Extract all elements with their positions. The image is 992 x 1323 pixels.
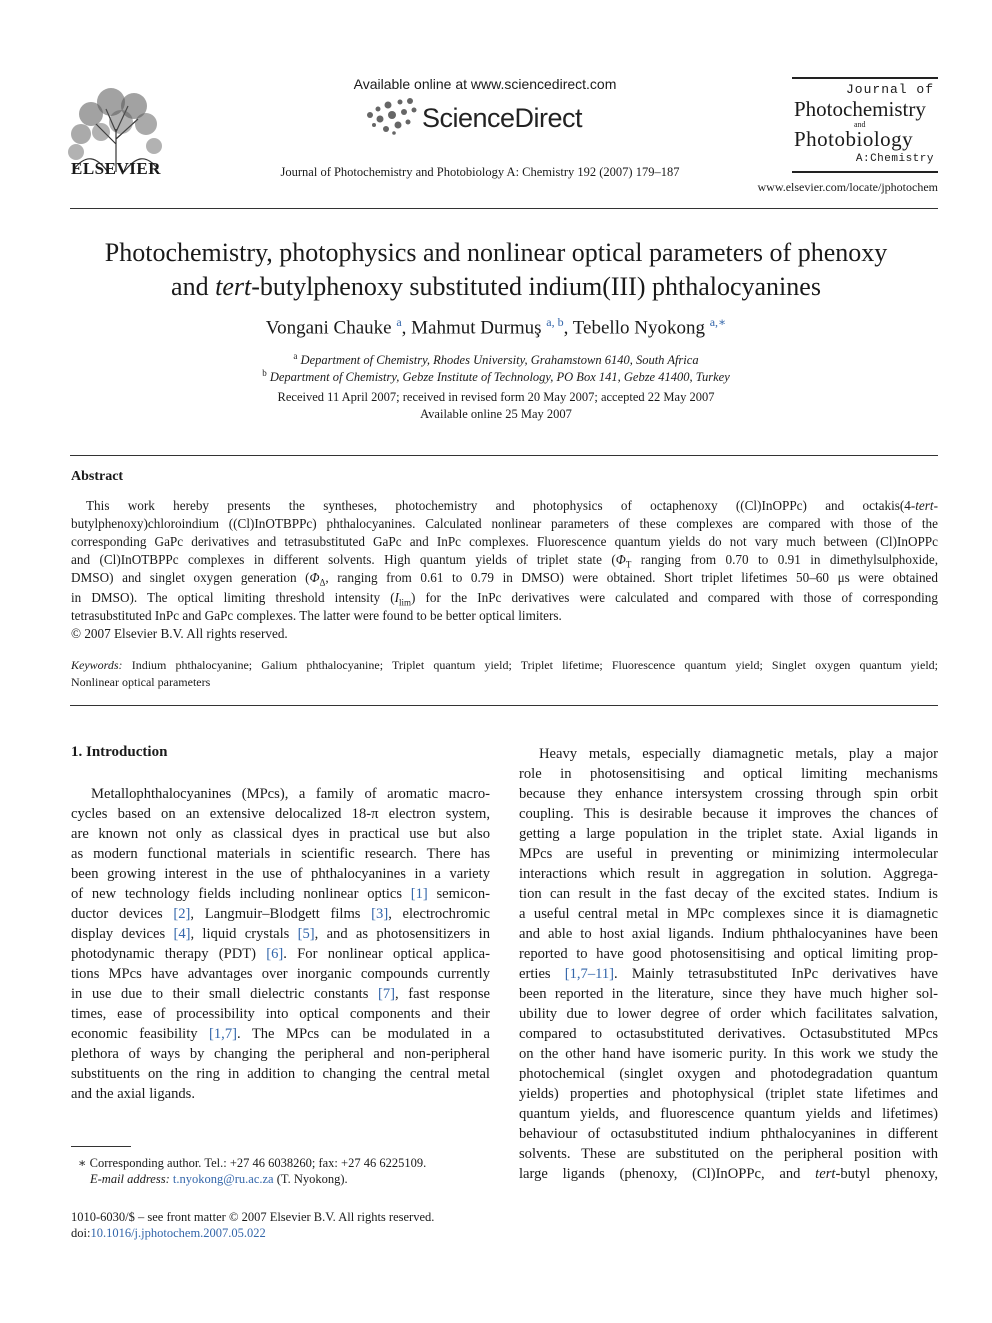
available-online-text[interactable]: Available online at www.sciencedirect.com xyxy=(353,76,617,92)
paragraph-line xyxy=(91,784,490,804)
keywords-line xyxy=(71,657,938,674)
keywords-line: Nonlinear optical parameters xyxy=(71,675,211,689)
paragraph-text: photodynamic therapy (PDT) xyxy=(71,946,267,962)
paragraph-line xyxy=(519,844,938,864)
author-affiliation-mark[interactable]: a, b xyxy=(546,315,564,329)
abstract-line xyxy=(86,497,938,515)
paragraph-text: behaviour of octasubstituted indium phthalocyanines in different xyxy=(519,1126,938,1142)
front-matter: 1010-6030/$ – see front matter © 2007 Elsevier B.V. All rights reserved. xyxy=(71,1210,435,1224)
paragraph-text: and the axial ligands. xyxy=(71,1086,196,1102)
paragraph-text: of new technology fields including nonlinear optics xyxy=(71,886,411,902)
author-name: Mahmut Durmuş xyxy=(411,317,542,339)
subscript: Δ xyxy=(319,577,326,588)
paragraph-line xyxy=(71,1004,490,1024)
paragraph-line xyxy=(519,884,938,904)
author-name: Vongani Chauke xyxy=(265,317,392,339)
paragraph-text: are known not only as classical dyes in practical use but also xyxy=(71,826,490,842)
paragraph-text: plethora of ways by changing the peripheral and non-peripheral xyxy=(71,1046,490,1062)
phi-symbol: Φ xyxy=(309,570,320,585)
paragraph-text: ubility due to lower degree of order which facilitates salvation, xyxy=(519,1006,938,1022)
footnote-divider xyxy=(71,1146,131,1147)
paragraph-text: solvents. These are substituted on the peripheral position with xyxy=(519,1146,938,1162)
paragraph-text: , fast response xyxy=(395,986,490,1002)
journal-logo xyxy=(792,77,938,173)
paragraph-line xyxy=(71,964,490,984)
paragraph-text: quantum yields, and fluorescence quantum yields and lifetimes) xyxy=(519,1106,938,1122)
affiliation-text: Department of Chemistry, Rhodes University, Grahamstown 6140, South Africa xyxy=(300,353,699,368)
paragraph-text: . The MPcs can be modulated in a xyxy=(236,1026,490,1042)
author-affiliation-mark[interactable]: a,∗ xyxy=(709,315,727,329)
abstract-text: , ranging from 0.61 to 0.79 in DMSO) were obtained. Short triplet lifetimes 50–60 μs were obtained xyxy=(325,570,938,585)
abstract-line: butylphenoxy)chloroindium ((Cl)InOTBPPc) phthalocyanines. Calculated nonlinear parameters of these complexes are compared with those of the xyxy=(71,516,938,531)
affiliation-mark: b xyxy=(262,368,267,378)
paragraph-line xyxy=(71,924,490,944)
paragraph-text: been growing interest in the use of phthalocyanines in a variety xyxy=(71,866,490,882)
paragraph-text: ductor devices xyxy=(71,906,174,922)
doi-label: doi: xyxy=(71,1226,91,1240)
abstract-line: tetrasubstituted InPc and GaPc complexes. The latter were found to be better optical limiters. xyxy=(71,608,562,623)
paragraph-line xyxy=(519,1124,938,1144)
paragraph-text: , electrochromic xyxy=(388,906,491,922)
paragraph-line xyxy=(71,824,490,844)
paragraph-text: been reported in the literature, since they have much higher sol- xyxy=(519,986,938,1002)
paragraph-text: Heavy metals, especially diamagnetic metals, play a major xyxy=(539,746,938,762)
affiliation-a xyxy=(60,351,932,368)
paragraph-text: tions MPcs have advantages over inorganic compounds currently xyxy=(71,966,490,982)
abstract-bottom-divider xyxy=(70,705,938,706)
paragraph-line xyxy=(519,944,938,964)
abstract-italic: tert xyxy=(915,498,934,513)
paragraph-line xyxy=(519,1004,938,1024)
publisher-name: ELSEVIER xyxy=(71,159,161,178)
paragraph-line xyxy=(519,1064,938,1084)
paragraph-text: as modern functional materials in scientific research. There has xyxy=(71,846,490,862)
corresponding-author-note xyxy=(78,1155,426,1172)
citation-link[interactable]: [1] xyxy=(410,886,428,902)
paragraph-line xyxy=(71,884,490,904)
citation-link[interactable]: [1,7] xyxy=(209,1026,237,1042)
journal-citation: Journal of Photochemistry and Photobiology A: Chemistry 192 (2007) 179–187 xyxy=(280,165,680,179)
paper-title xyxy=(60,236,932,304)
affiliation-b xyxy=(60,368,932,385)
author-name: Tebello Nyokong xyxy=(572,317,705,339)
email-link[interactable]: t.nyokong@ru.ac.za xyxy=(172,1172,274,1186)
paragraph-line xyxy=(519,864,938,884)
doi-line xyxy=(71,1225,266,1242)
paragraph-text: reported to have good photosensitising and optical limiting prop- xyxy=(519,946,938,962)
keywords xyxy=(71,657,938,691)
citation-link[interactable]: [2] xyxy=(173,906,191,922)
section-heading-introduction: 1. Introduction xyxy=(71,744,168,760)
paragraph-text: economic feasibility xyxy=(71,1026,210,1042)
footnote-text: Corresponding author. Tel.: +27 46 6038260; fax: +27 46 6225109. xyxy=(86,1156,427,1170)
paragraph-text: interactions which result in aggregation in solution. Aggrega- xyxy=(519,866,938,882)
footnote-mark: ∗ xyxy=(78,1156,87,1170)
paragraph-text: and able to host axial ligands. Indium phthalocyanines have been xyxy=(519,926,938,942)
paragraph-line xyxy=(519,804,938,824)
citation-link[interactable]: [1,7–11] xyxy=(564,966,615,982)
paragraph-text: cycles based on an extensive delocalized 18-π electron system, xyxy=(71,806,490,822)
paragraph-text: a useful central metal in MPc complexes since it is diamagnetic xyxy=(519,906,938,922)
paragraph-text: , and as photosensitizers in xyxy=(314,926,490,942)
paragraph-line xyxy=(71,984,490,1004)
citation-link[interactable]: [5] xyxy=(297,926,315,942)
citation-link[interactable]: [7] xyxy=(377,986,396,1002)
journal-logo-line2: Photochemistry xyxy=(794,97,926,121)
paragraph-text: compared to octasubstituted derivatives. Octasubstituted MPcs xyxy=(519,1026,938,1042)
title-text: -butylphenoxy substituted indium(III) phthalocyanines xyxy=(251,272,821,301)
affiliation-mark: a xyxy=(293,351,298,361)
paragraph-text: role in photosensitising and optical limiting mechanisms xyxy=(519,766,938,782)
sciencedirect-wordmark[interactable]: ScienceDirect xyxy=(422,103,583,133)
paragraph-text: large ligands (phenoxy, (Cl)InOPPc, and xyxy=(519,1166,816,1182)
online-date: Available online 25 May 2007 xyxy=(420,407,572,421)
italic-text: tert xyxy=(815,1166,836,1182)
abstract-text: ) for the InPc derivatives were calculated and compared with those of corresponding xyxy=(411,590,938,605)
paragraph-text: . For nonlinear optical applica- xyxy=(283,946,490,962)
paragraph-text: MPcs are useful in preventing or minimizing intermolecular xyxy=(519,846,938,862)
author-list: Vongani Chauke $^a$, Mahmut Durmuş $^{a, b}$, Tebello Nyokong $^{a,∗}$ xyxy=(265,315,727,339)
email-note xyxy=(90,1171,348,1188)
paragraph-text: getting a large population in the triplet state. Axial ligands in xyxy=(519,826,938,842)
received-dates: Received 11 April 2007; received in revised form 20 May 2007; accepted 22 May 2007 xyxy=(277,390,715,404)
journal-logo-line3: and xyxy=(854,120,866,129)
title-text: and xyxy=(171,272,216,301)
paragraph-text: , Langmuir–Blodgett films xyxy=(190,906,372,922)
abstract-text: This work hereby presents the syntheses, photochemistry and photophysics of octaphenoxy ((Cl)InOPPc) and octakis(4- xyxy=(86,498,916,513)
paragraph-line xyxy=(71,1044,490,1064)
paragraph-line xyxy=(519,904,938,924)
paragraph-line xyxy=(519,1044,938,1064)
abstract-top-divider xyxy=(70,455,938,456)
paragraph-line xyxy=(519,924,938,944)
affiliation-text: Department of Chemistry, Gebze Institute of Technology, PO Box 141, Gebze 41400, Turkey xyxy=(269,370,730,385)
title-italic: tert xyxy=(215,272,252,301)
paragraph-text: substituents on the ring in addition to changing the central metal xyxy=(71,1066,490,1082)
paragraph-text: on the other hand have isomeric purity. In this work we study the xyxy=(519,1046,938,1062)
paragraph-text: because they enhance intersystem crossing through spin orbit xyxy=(519,786,938,802)
paragraph-text: Metallophthalocyanines (MPcs), a family of aromatic macro- xyxy=(91,786,490,802)
paragraph-line xyxy=(71,804,490,824)
header-divider xyxy=(70,208,938,209)
journal-logo-line5: A:Chemistry xyxy=(855,153,934,165)
email-label: E-mail address: xyxy=(90,1172,170,1186)
doi-link[interactable]: 10.1016/j.jphotochem.2007.05.022 xyxy=(90,1226,266,1240)
subscript: T xyxy=(625,559,632,570)
abstract-text: DMSO) and singlet oxygen generation ( xyxy=(71,570,310,585)
abstract-line: corresponding GaPc derivatives and tetrasubstituted GaPc and InPc complexes. Fluorescence quantum yields do not vary much between (Cl)InOPPc xyxy=(71,534,938,549)
citation-link[interactable]: [4] xyxy=(173,926,191,942)
author-affiliation-mark[interactable]: a xyxy=(396,315,402,329)
paragraph-text: coupling. This is desirable because it improves the chances of xyxy=(519,806,938,822)
sciencedirect-dots-icon xyxy=(364,97,420,135)
paragraph-line xyxy=(519,1104,938,1124)
footnote-text: (T. Nyokong). xyxy=(273,1172,348,1186)
paragraph-line xyxy=(71,1024,490,1044)
paragraph-line xyxy=(519,984,938,1004)
abstract-heading: Abstract xyxy=(71,469,124,484)
paragraph-line xyxy=(519,1144,938,1164)
paragraph-text: times, ease of processibility into optical components and their xyxy=(71,1006,490,1022)
abstract-text: ranging from 0.70 to 0.91 in dimethylsulphoxide, xyxy=(631,552,938,567)
intensity-symbol: I xyxy=(394,590,399,605)
citation-link[interactable]: [6] xyxy=(266,946,284,962)
paragraph-line xyxy=(71,944,490,964)
paragraph-line xyxy=(519,964,938,984)
title-line-1: Photochemistry, photophysics and nonlinear optical parameters of phenoxy xyxy=(104,238,888,267)
paragraph-line xyxy=(71,1084,490,1104)
keywords-label: Keywords: xyxy=(71,658,123,672)
paragraph-line xyxy=(519,764,938,784)
paragraph-line xyxy=(71,864,490,884)
paragraph-line xyxy=(71,844,490,864)
abstract-text: in DMSO). The optical limiting threshold intensity ( xyxy=(71,590,395,605)
journal-logo-line1: Journal of xyxy=(845,82,934,97)
journal-url[interactable]: www.elsevier.com/locate/jphotochem xyxy=(757,180,938,194)
paragraph-line xyxy=(71,904,490,924)
paragraph-text: photochemical (singlet oxygen and photodegradation quantum xyxy=(519,1066,938,1082)
subscript: lim xyxy=(399,597,412,608)
citation-link[interactable]: [3] xyxy=(371,906,389,922)
copyright-line: © 2007 Elsevier B.V. All rights reserved. xyxy=(71,626,288,641)
paragraph-text: -butyl phenoxy, xyxy=(835,1166,939,1182)
paragraph-line xyxy=(519,784,938,804)
paragraph-text: , liquid crystals xyxy=(190,926,298,942)
paragraph-line xyxy=(519,1024,938,1044)
paragraph-text: display devices xyxy=(71,926,174,942)
abstract-text: and (Cl)InOTBPPc complexes in different solvents. High quantum yields of triplet state ( xyxy=(71,552,616,567)
journal-logo-line4: Photobiology xyxy=(794,127,914,151)
keywords-text: Indium phthalocyanine; Galium phthalocyanine; Triplet quantum yield; Triplet lifetime; Fluorescence quantum yield; Singlet oxygen quantum yield; xyxy=(122,658,938,672)
phi-symbol: Φ xyxy=(615,552,626,567)
paragraph-line xyxy=(519,1164,938,1184)
paragraph-text: erties xyxy=(519,966,565,982)
paragraph-line xyxy=(71,1064,490,1084)
paragraph-text: semicon- xyxy=(427,886,490,902)
paragraph-line xyxy=(539,744,938,764)
paragraph-line xyxy=(519,824,938,844)
paragraph-text: in use due to their small dielectric constants xyxy=(71,986,378,1002)
paragraph-text: . Mainly tetrasubstituted InPc derivatives have xyxy=(614,966,938,982)
abstract-text: - xyxy=(933,498,938,513)
paragraph-text: yields) properties and photophysical (triplet state lifetimes and xyxy=(519,1086,938,1102)
paragraph-line xyxy=(519,1084,938,1104)
paragraph-text: tion can result in the fast decay of the excited states. Indium is xyxy=(519,886,938,902)
title-line-2 xyxy=(60,270,932,304)
